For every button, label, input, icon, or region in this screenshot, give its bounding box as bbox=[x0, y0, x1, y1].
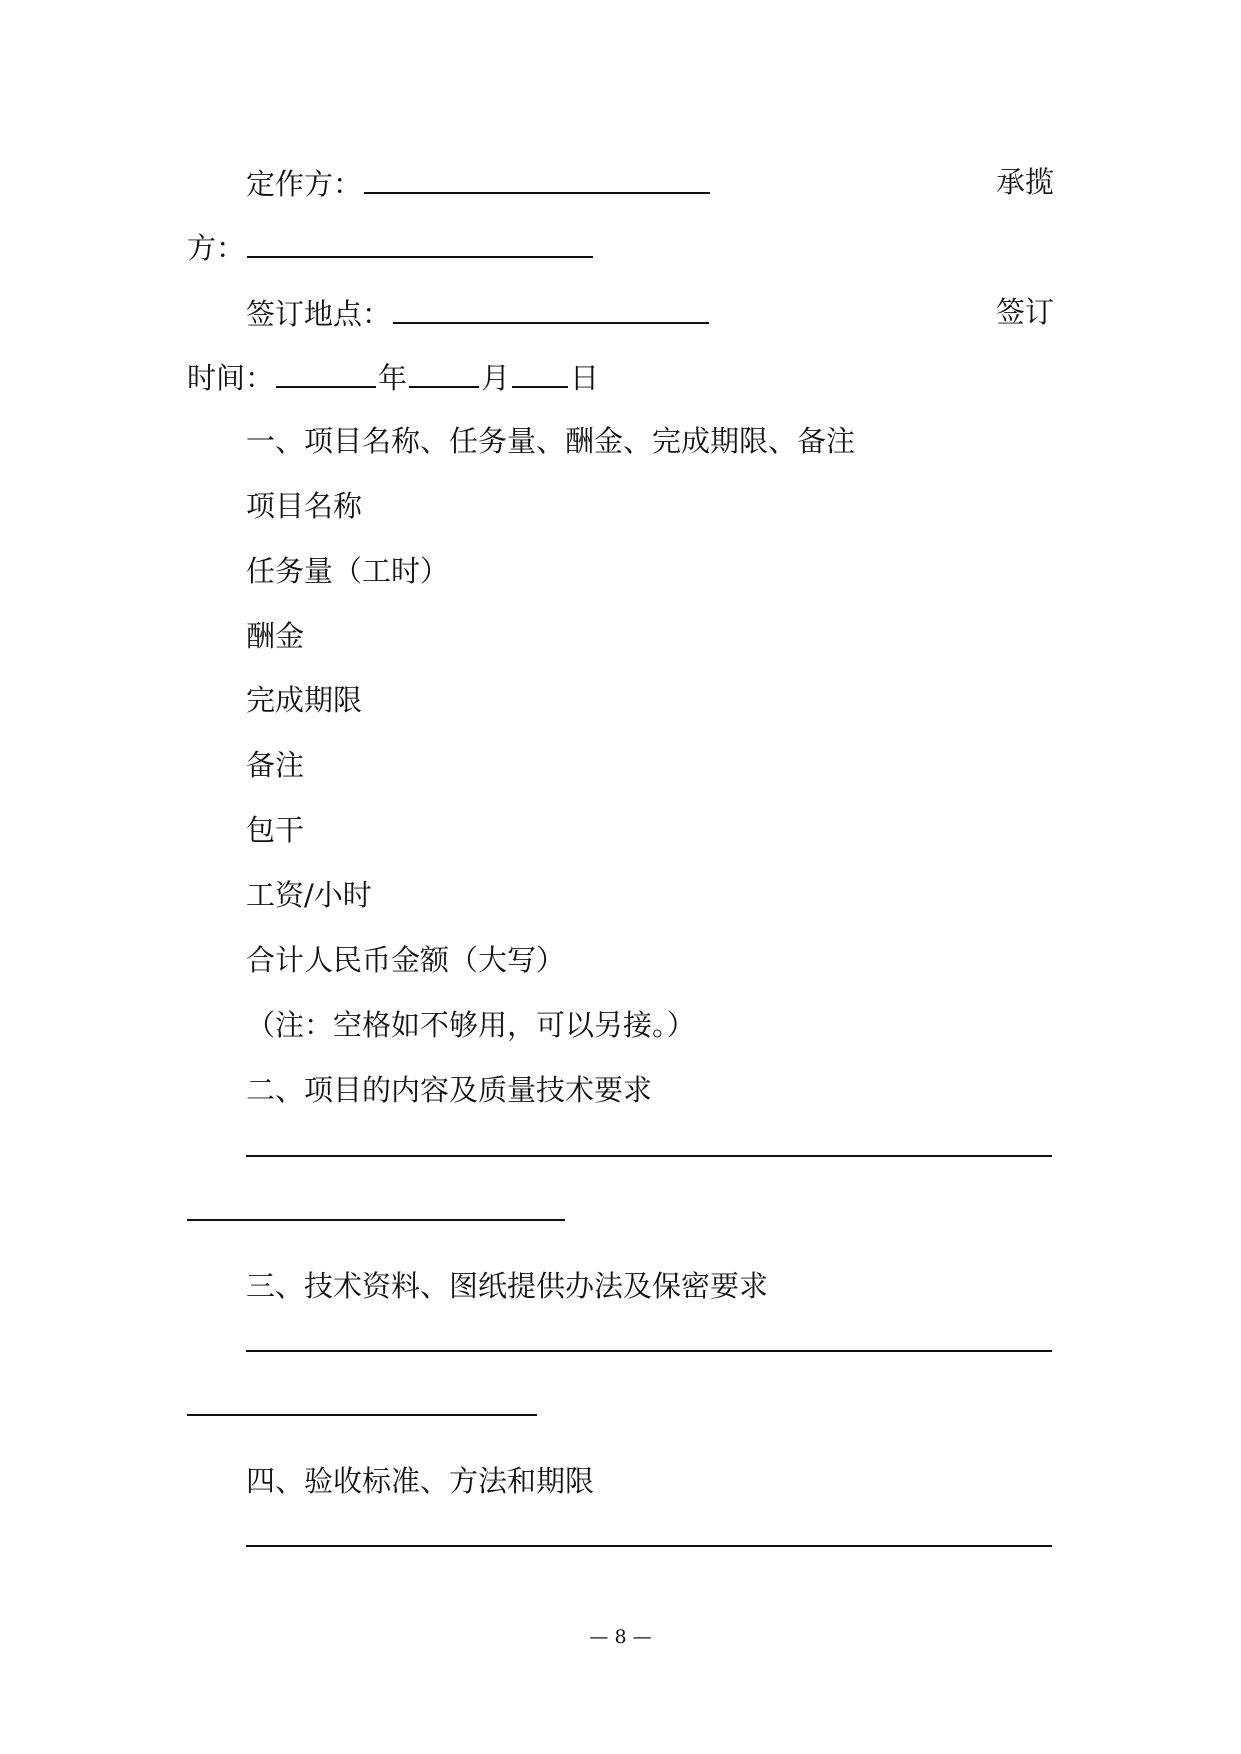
month-blank[interactable] bbox=[409, 356, 479, 388]
section3-fill-line-1[interactable] bbox=[246, 1350, 1052, 1352]
section1-item-hourly-wage: 工资/小时 bbox=[246, 878, 372, 912]
signing-time-line bbox=[187, 356, 599, 398]
day-unit: 日 bbox=[570, 361, 600, 395]
client-label: 定作方： bbox=[246, 167, 363, 201]
day-blank[interactable] bbox=[512, 356, 568, 388]
section2-fill-line-1[interactable] bbox=[246, 1155, 1052, 1157]
year-blank[interactable] bbox=[276, 356, 376, 388]
contractor-label-part1: 承揽 bbox=[995, 165, 1054, 199]
contractor-line bbox=[187, 226, 595, 268]
client-line bbox=[246, 162, 712, 204]
month-unit: 月 bbox=[481, 361, 511, 395]
signing-time-label-part1: 签订 bbox=[995, 295, 1054, 329]
year-unit: 年 bbox=[378, 361, 408, 395]
section1-item-remuneration: 酬金 bbox=[246, 619, 305, 653]
signing-place-line bbox=[246, 292, 711, 334]
contractor-blank[interactable] bbox=[247, 226, 593, 258]
section1-item-total-amount: 合计人民币金额（大写） bbox=[246, 943, 566, 977]
section1-heading: 一、项目名称、任务量、酬金、完成期限、备注 bbox=[246, 424, 856, 458]
signing-time-label-part2: 时间： bbox=[187, 361, 275, 395]
section1-item-remarks: 备注 bbox=[246, 748, 305, 782]
section1-note: （注：空格如不够用，可以另接。） bbox=[246, 1008, 696, 1042]
contractor-label-part2: 方： bbox=[187, 231, 246, 265]
section1-item-project-name: 项目名称 bbox=[246, 489, 363, 523]
signing-place-label: 签订地点： bbox=[246, 297, 392, 331]
section1-item-lump-sum: 包干 bbox=[246, 813, 305, 847]
section4-heading: 四、验收标准、方法和期限 bbox=[246, 1464, 595, 1498]
section2-fill-line-2[interactable] bbox=[187, 1219, 565, 1221]
page-number: — 8 — bbox=[589, 1626, 652, 1648]
section4-fill-line-1[interactable] bbox=[246, 1545, 1052, 1547]
section1-item-workload: 任务量（工时） bbox=[246, 554, 450, 588]
client-blank[interactable] bbox=[364, 162, 710, 194]
section3-heading: 三、技术资料、图纸提供办法及保密要求 bbox=[246, 1269, 769, 1303]
section1-item-deadline: 完成期限 bbox=[246, 683, 363, 717]
signing-place-blank[interactable] bbox=[393, 292, 709, 324]
section2-heading: 二、项目的内容及质量技术要求 bbox=[246, 1073, 653, 1107]
section3-fill-line-2[interactable] bbox=[187, 1414, 537, 1416]
